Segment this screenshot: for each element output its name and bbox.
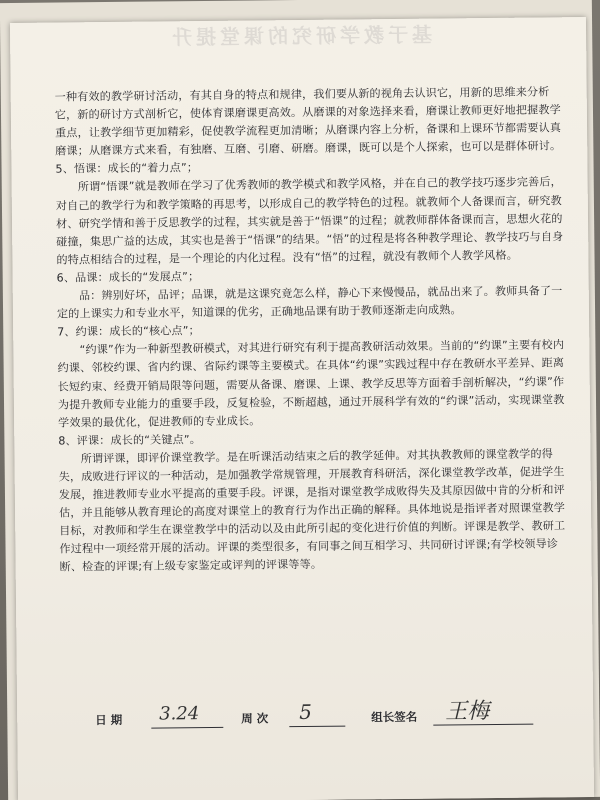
section-heading-6: 6、品课：成长的“发展点”； — [56, 270, 200, 285]
leader-signature-handwritten: 王梅 — [445, 699, 490, 725]
week-underline — [289, 726, 345, 728]
signature-underline — [433, 724, 533, 726]
section-heading-8: 8、评课：成长的“关键点”。 — [58, 432, 202, 448]
paragraph-8: 所谓评课，即评价课堂教学。是在听课活动结束之后的教学延伸。对其执教教师的课堂教学的得失，成败进行评议的一种活动，是加强教学常规管理，开展教育科研活，深化课堂教学改革，促进学生发展，推进教师专业水平提高的重要手段。评课，是指对课堂教学成败得失及其原因做中肯的分析和评估，并且能够从教育理论的高度对课堂上的教育行为作出正确的解释。具体地说是指评者对照课堂教学目标，对教师和学生在课堂教学中的活动以及由此所引起的变化进行价值的判断。评课是教学、教研工作过程中一项经常开展的活动。评课的类型很多，有同事之间互相学习、共同研讨评课;有学校领导诊断、检查的评课;有上级专家鉴定或评判的评课等等。 — [58, 447, 566, 574]
paragraph-5: 所谓“悟课”就是教师在学习了优秀教师的教学模式和教学风格，并在自己的教学技巧逐步完善后，对自己的教学行为和教学策略的再思考，以形成自己的教学特色的过程。就教师个人备课而言，研究教材、研究学情和善于反思教学的过程，其实就是善于“悟课”的过程；就教师群体备课而言，思想火花的碰撞，集思广益的达成，其实也是善于“悟课”的结果。“悟”的过程是将各种教学理论、教学技巧与自身的特点相结合的过程，是一个理论的内化过程。没有“悟”的过程，就没有教师个人教学风格。 — [55, 175, 564, 267]
week-handwritten: 5 — [299, 699, 313, 725]
date-underline — [151, 727, 223, 729]
paragraph-6: 品：辨别好坏，品评；品课，就是这课究竟怎么样，静心下来慢慢品，就品出来了。教师具备了一定的上课实力和专业水平，知道课的优劣，正确地品课有助于教师逐渐走向成熟。 — [56, 284, 563, 321]
document-page — [10, 17, 594, 800]
date-label: 日 期 — [95, 712, 123, 728]
document-body — [55, 83, 576, 577]
date-handwritten: 3.24 — [159, 703, 200, 725]
paragraph-7: “约课”作为一种新型教研模式，对其进行研究有利于提高教研活动效果。当前的“约课”主要有校内约课、邻校约课、省内约课、省际约课等主要模式。在具体“约课”实践过程中存在教研水平差异、距离长短约束、经费开销局限等问题，需要从备课、磨课、上课、教学反思等方面着手剖析解决，“约课”作为提升教师专业能力的重要手段，反复检验，不断超越，通过开展科学有效的“约课”活动，实现课堂教学效果的最优化，促进教师的专业成长。 — [57, 338, 565, 430]
footer-form — [67, 693, 567, 738]
leader-signature-label: 组长签名 — [371, 709, 418, 725]
paragraph-intro: 一种有效的教学研讨活动，有其自身的特点和规律，我们要从新的视角去认识它，用新的思维来分析它，新的研讨方式剖析它，使体育课磨课更高效。从磨课的对象选择来看，磨课让教师更好地把握教学重点，让教学细节更加精彩，促使教学流程更加清晰；从磨课内容上分析，备课和上课环节都需要认真磨课；从磨课方式来看，有独磨、互磨、引磨、研磨。磨课，既可以是个人探索，也可以是群体研讨。 — [54, 85, 562, 158]
section-heading-7: 7、约课：成长的“核心点”； — [57, 324, 200, 339]
week-label: 周 次 — [241, 711, 269, 726]
faded-title-bleed-through: 基于教学研究的课堂提升 — [167, 22, 433, 50]
section-heading-5: 5、悟课：成长的“着力点”； — [55, 161, 199, 176]
